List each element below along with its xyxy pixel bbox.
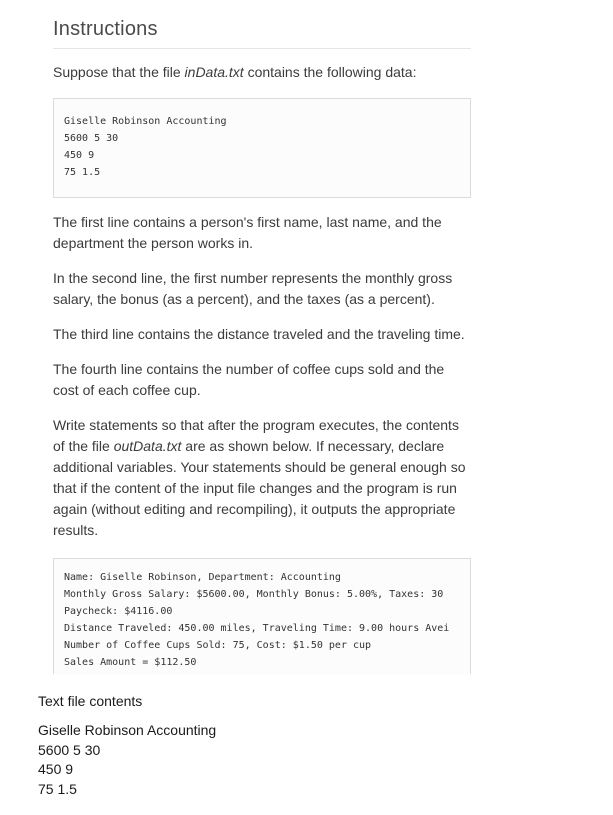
para5-suffix: are as shown below. If necessary, declare additional variables. Your statements should be general enough so that if the content of the input file changes and the program is run again (without editing and recompiling), it outputs the appropriate results.	[53, 438, 466, 538]
code-line: Distance Traveled: 450.00 miles, Traveling Time: 9.00 hours Avei	[64, 623, 450, 634]
code-line: 450 9	[64, 150, 95, 161]
code-line: Monthly Gross Salary: $5600.00, Monthly Bonus: 5.00%, Taxes: 30	[64, 589, 444, 600]
spacer	[38, 711, 438, 721]
paragraph-first-line: The first line contains a person's first name, last name, and the department the person works in.	[53, 214, 442, 251]
text-file-line: 75 1.5	[38, 780, 77, 797]
paragraph-write-statements	[53, 415, 471, 541]
text-file-line: 450 9	[38, 761, 74, 777]
paragraph-fourth-line: The fourth line contains the number of coffee cups sold and the cost of each coffee cup.	[53, 361, 445, 398]
paragraph-third-line: The third line contains the distance traveled and the traveling time.	[53, 326, 465, 342]
input-data-code-block	[53, 98, 471, 198]
text-file-contents	[38, 691, 438, 799]
code-line: Paycheck: $4116.00	[64, 606, 173, 617]
code-line: Name: Giselle Robinson, Department: Accounting	[64, 572, 341, 583]
para5-prefix: Write statements so that after the program executes, the contents of the file	[53, 417, 459, 454]
output-filename: outData.txt	[113, 438, 182, 454]
intro-filename: inData.txt	[184, 64, 244, 80]
code-line: Number of Coffee Cups Sold: 75, Cost: $1.50 per cup	[64, 640, 372, 651]
code-line: 75 1.5	[64, 167, 101, 178]
intro-prefix: Suppose that the file	[53, 64, 185, 80]
code-line: 5600 5 30	[64, 133, 119, 144]
instructions-panel	[53, 0, 471, 674]
code-line: Giselle Robinson Accounting	[64, 116, 227, 127]
paragraph-second-line: In the second line, the first number represents the monthly gross salary, the bonus (as a percent), and the taxes (as a percent).	[53, 270, 453, 307]
text-file-heading: Text file contents	[38, 693, 143, 709]
text-file-line: 5600 5 30	[38, 741, 101, 758]
intro-text	[53, 62, 471, 82]
output-data-code-block[interactable]	[53, 558, 471, 674]
instructions-title: Instructions	[53, 18, 471, 49]
intro-suffix: contains the following data:	[243, 64, 417, 80]
code-line: Sales Amount = $112.50	[64, 657, 197, 668]
text-file-line: Giselle Robinson Accounting	[38, 722, 217, 738]
